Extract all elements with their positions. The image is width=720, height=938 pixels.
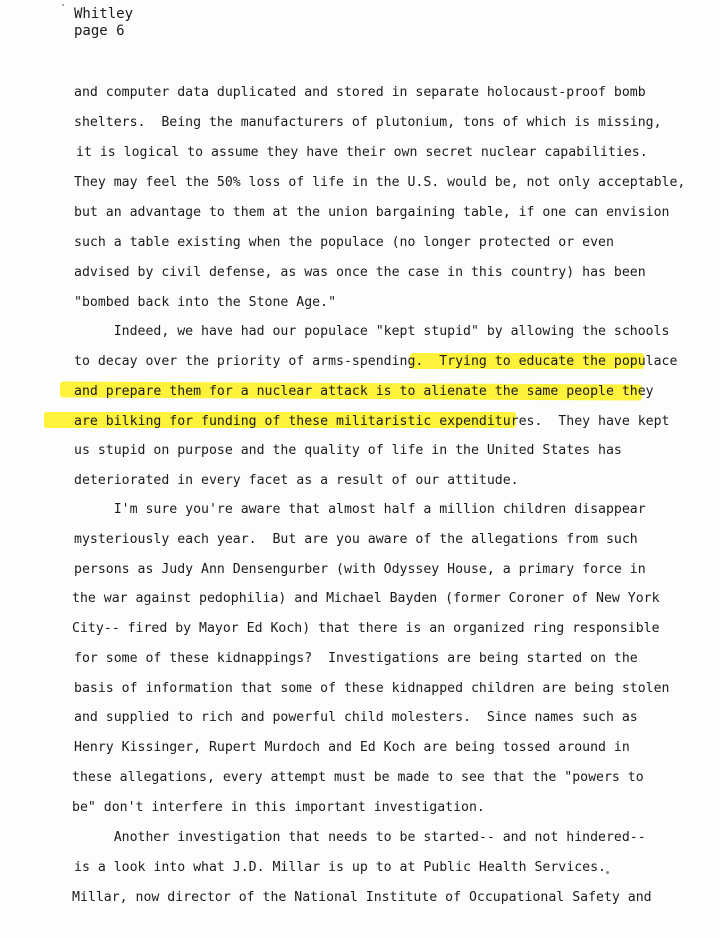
text-line: to decay over the priority of arms-spending. Trying to educate the populace: [74, 354, 678, 369]
text-line: and supplied to rich and powerful child molesters. Since names such as: [74, 710, 638, 725]
text-line: Indeed, we have had our populace "kept stupid" by allowing the schools: [74, 324, 670, 339]
text-line: "bombed back into the Stone Age.": [74, 295, 337, 310]
scan-speck: [62, 4, 64, 6]
text-line: and prepare them for a nuclear attack is to alienate the same people they: [74, 384, 654, 399]
text-line: and computer data duplicated and stored in separate holocaust-proof bomb: [74, 85, 646, 100]
text-line: advised by civil defense, as was once the case in this country) has been: [74, 265, 646, 280]
text-line: for some of these kidnappings? Investigations are being started on the: [74, 651, 638, 666]
text-line: be" don't interfere in this important investigation.: [72, 800, 485, 815]
text-line: the war against pedophilia) and Michael Bayden (former Coroner of New York: [72, 591, 660, 606]
text-line: deteriorated in every facet as a result of our attitude.: [74, 473, 519, 488]
text-line: such a table existing when the populace (no longer protected or even: [74, 235, 614, 250]
text-line: are bilking for funding of these militaristic expenditures. They have kept: [74, 414, 670, 429]
text-line: is a look into what J.D. Millar is up to at Public Health Services.: [74, 860, 606, 875]
text-line: basis of information that some of these kidnapped children are being stolen: [74, 681, 670, 696]
scan-speck: [606, 871, 609, 874]
text-line: They may feel the 50% loss of life in the U.S. would be, not only acceptable,: [74, 175, 686, 190]
text-line: shelters. Being the manufacturers of plutonium, tons of which is missing,: [74, 115, 662, 130]
text-line: I'm sure you're aware that almost half a million children disappear: [74, 502, 646, 517]
text-line: persons as Judy Ann Densengurber (with Odyssey House, a primary force in: [74, 562, 646, 577]
text-line: it is logical to assume they have their own secret nuclear capabilities.: [76, 145, 648, 160]
text-line: Millar, now director of the National Institute of Occupational Safety and: [72, 890, 652, 905]
text-line: these allegations, every attempt must be made to see that the "powers to: [72, 770, 644, 785]
text-line: Another investigation that needs to be started-- and not hindered--: [74, 830, 646, 845]
text-line: City-- fired by Mayor Ed Koch) that there is an organized ring responsible: [72, 621, 660, 636]
text-line: mysteriously each year. But are you aware of the allegations from such: [74, 532, 638, 547]
header-author: Whitley: [74, 6, 134, 22]
text-line: us stupid on purpose and the quality of life in the United States has: [74, 443, 622, 458]
text-line: but an advantage to them at the union bargaining table, if one can envision: [74, 205, 670, 220]
text-line: Henry Kissinger, Rupert Murdoch and Ed Koch are being tossed around in: [74, 740, 630, 755]
header-page-number: page 6: [74, 23, 125, 39]
